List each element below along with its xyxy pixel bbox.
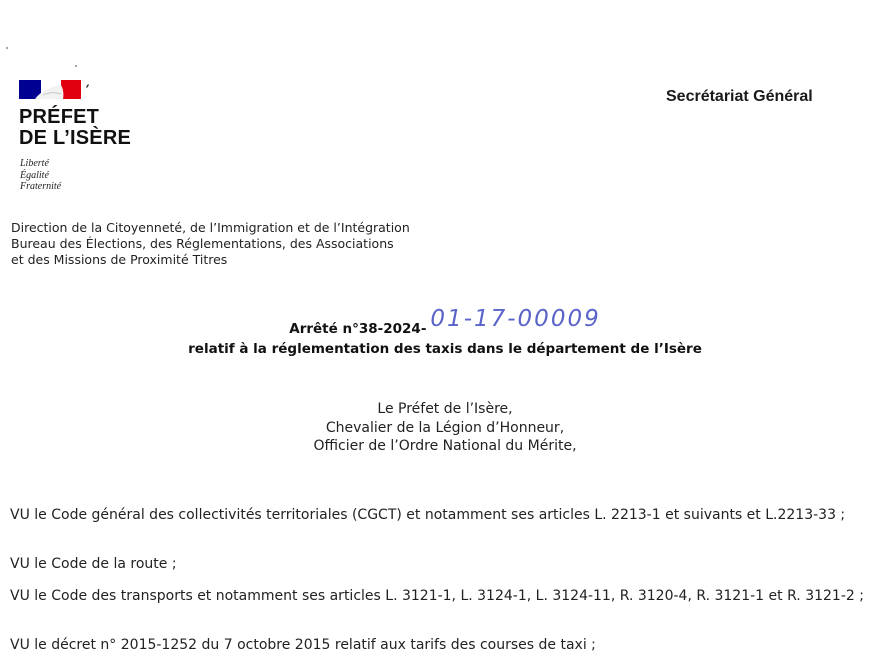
scan-speck: [6, 47, 8, 49]
republic-motto: [20, 158, 61, 193]
arrete-prefix: Arrêté n°38-2024-: [289, 321, 427, 337]
direction-block: [11, 220, 410, 268]
prefet-block-line: Officier de l’Ordre National du Mérite,: [313, 438, 577, 454]
direction-line: Direction de la Citoyenneté, de l’Immigration et de l’Intégration: [11, 220, 410, 235]
consideration-code-route: VU le Code de la route ;: [10, 556, 177, 572]
prefet-signatory-block: [0, 400, 890, 456]
consideration-decret-2015: VU le décret n° 2015-1252 du 7 octobre 2015 relatif aux tarifs des courses de taxi ;: [10, 637, 596, 653]
flag-red-band: [61, 80, 81, 99]
marianne-mark: [86, 84, 89, 88]
secretariat-general: Secrétariat Général: [666, 88, 813, 105]
arrete-subtitle: relatif à la réglementation des taxis dans le département de l’Isère: [188, 341, 702, 357]
motto-liberte: Liberté: [20, 158, 49, 169]
prefet-block-line: Chevalier de la Légion d’Honneur,: [325, 419, 565, 436]
arrete-title: [0, 306, 890, 339]
marianne-logo: [19, 80, 109, 104]
prefet-title: [19, 107, 131, 149]
handwritten-arrete-number: 01-17-00009: [430, 306, 601, 332]
motto-fraternite: Fraternité: [20, 181, 62, 192]
scan-speck: [75, 65, 77, 67]
direction-line: Bureau des Élections, des Réglementations, des Associations: [11, 236, 394, 251]
direction-line: et des Missions de Proximité Titres: [11, 252, 228, 267]
prefet-line-2: DE L’ISÈRE: [19, 127, 132, 149]
prefet-block-line: Le Préfet de l’Isère,: [377, 401, 513, 417]
consideration-cgct: VU le Code général des collectivités territoriales (CGCT) et notamment ses articles L. 2213-1 et suivants et L.2213-33 ;: [10, 507, 846, 523]
motto-egalite: Égalité: [20, 169, 49, 181]
prefet-line-1: PRÉFET: [19, 106, 100, 128]
consideration-code-transports: VU le Code des transports et notamment ses articles L. 3121-1, L. 3124-1, L. 3124-11, R. 3120-4, R. 3121-1 et R. 3121-2 ;: [10, 588, 864, 604]
